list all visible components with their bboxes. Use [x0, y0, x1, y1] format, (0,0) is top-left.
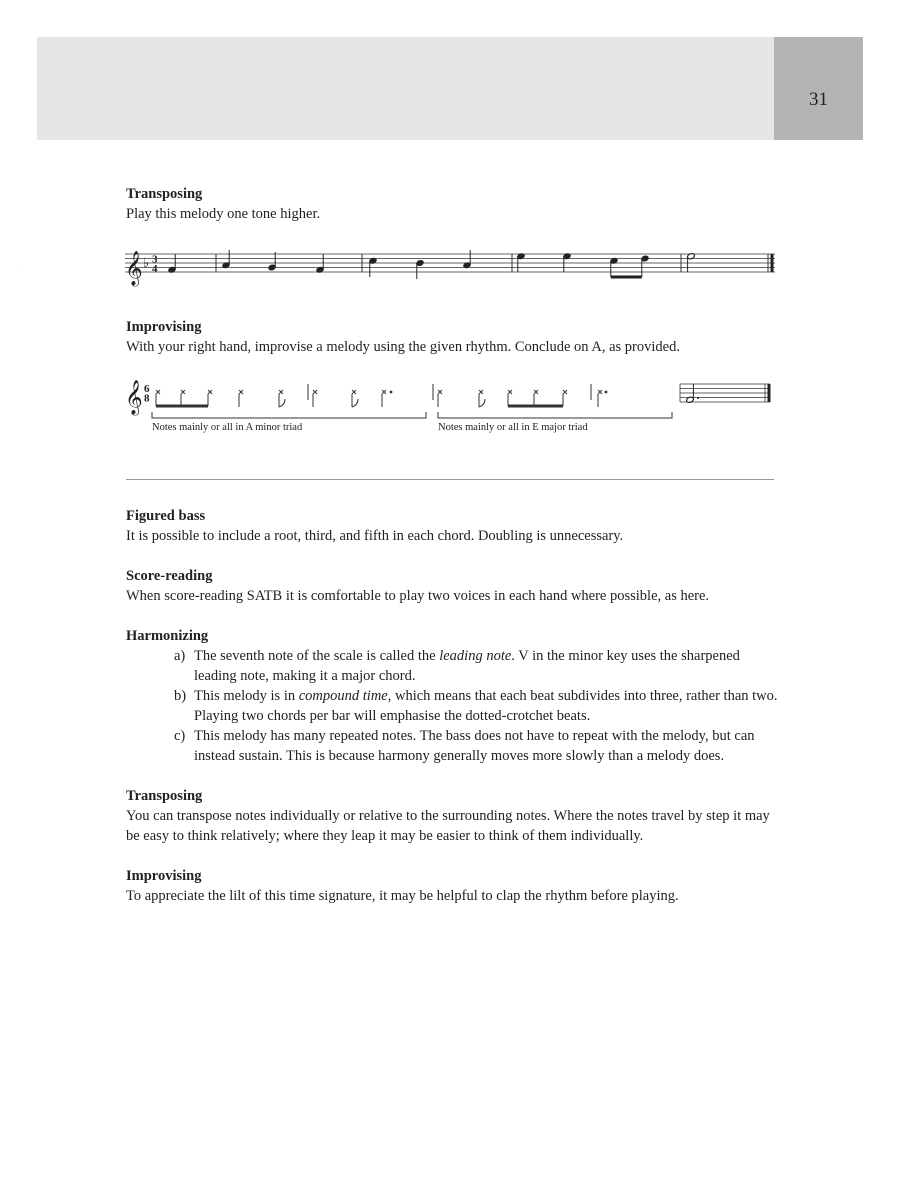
improvising-text-1: With your right hand, improvise a melody using the given rhythm. Conclude on A, as provided. [126, 339, 680, 355]
notes-section [126, 506, 786, 926]
time-signature-bottom: 4 [152, 263, 158, 275]
harmonizing-block [126, 626, 786, 766]
transposing-title-1: Transposing [126, 186, 203, 202]
time-signature-bottom: 8 [144, 392, 150, 405]
transposing-title-2: Transposing [126, 788, 203, 804]
melody-staff [120, 240, 785, 288]
improvising-title-1: Improvising [126, 319, 202, 335]
page-number: 31 [809, 89, 828, 110]
treble-clef-icon: 6 [20, 270, 21, 271]
transposing-text-2: You can transpose notes individually or relative to the surrounding notes. Where the notes travel by step it may be easy to think relatively; where they leap it may be easier to think of them individually. [126, 808, 770, 844]
time-signature-top: 3 [152, 253, 158, 266]
transposing-text-1: Play this melody one tone higher. [126, 206, 321, 222]
section-divider [126, 479, 774, 480]
half-note [687, 253, 695, 272]
list-item: c) This melody has many repeated notes. The bass does not have to repeat with the melody, but can instead sustain. This is because harmony generally moves more slowly than a melody does. [174, 728, 755, 764]
harmonizing-list [126, 646, 786, 766]
score-reading-text: When score-reading SATB it is comfortable to play two voices in each hand where possible, as here. [126, 588, 710, 604]
figured-bass-title: Figured bass [126, 508, 206, 524]
page-number-tab [774, 37, 863, 140]
dotted-half-note-a [686, 384, 699, 403]
list-item: b) This melody is in compound time, which means that each beat subdivides into three, rather than two. Playing two chords per bar will emphasise the dotted-crotchet beats. [174, 688, 778, 724]
treble-clef-icon: 𝄞 [125, 380, 143, 415]
figured-bass-text: It is possible to include a root, third, and fifth in each chord. Doubling is unnecessary. [126, 528, 624, 544]
transposing-section-1 [126, 184, 786, 224]
score-reading-block [126, 566, 786, 606]
improvising-title-2: Improvising [126, 868, 202, 884]
list-item: a) The seventh note of the scale is called the leading note. V in the minor key uses the sharpened leading note, making it a major chord. [174, 648, 740, 684]
bracket-label-e-major: Notes mainly or all in E major triad [438, 422, 588, 433]
improvising-text-2: To appreciate the lilt of this time signature, it may be helpful to clap the rhythm before playing. [126, 888, 679, 904]
transposing-block-2 [126, 786, 786, 846]
figured-bass-block [126, 506, 786, 546]
bracket-label-a-minor: Notes mainly or all in A minor triad [152, 422, 303, 433]
treble-clef-icon: 𝄞 [125, 251, 143, 286]
score-reading-title: Score-reading [126, 568, 213, 584]
improvising-section-1 [126, 317, 786, 357]
improvising-block-2 [126, 866, 786, 906]
header-band [37, 37, 774, 140]
harmonizing-title: Harmonizing [126, 628, 209, 644]
key-flat-icon: ♭ [143, 256, 150, 271]
time-signature-top: 6 [144, 383, 150, 395]
